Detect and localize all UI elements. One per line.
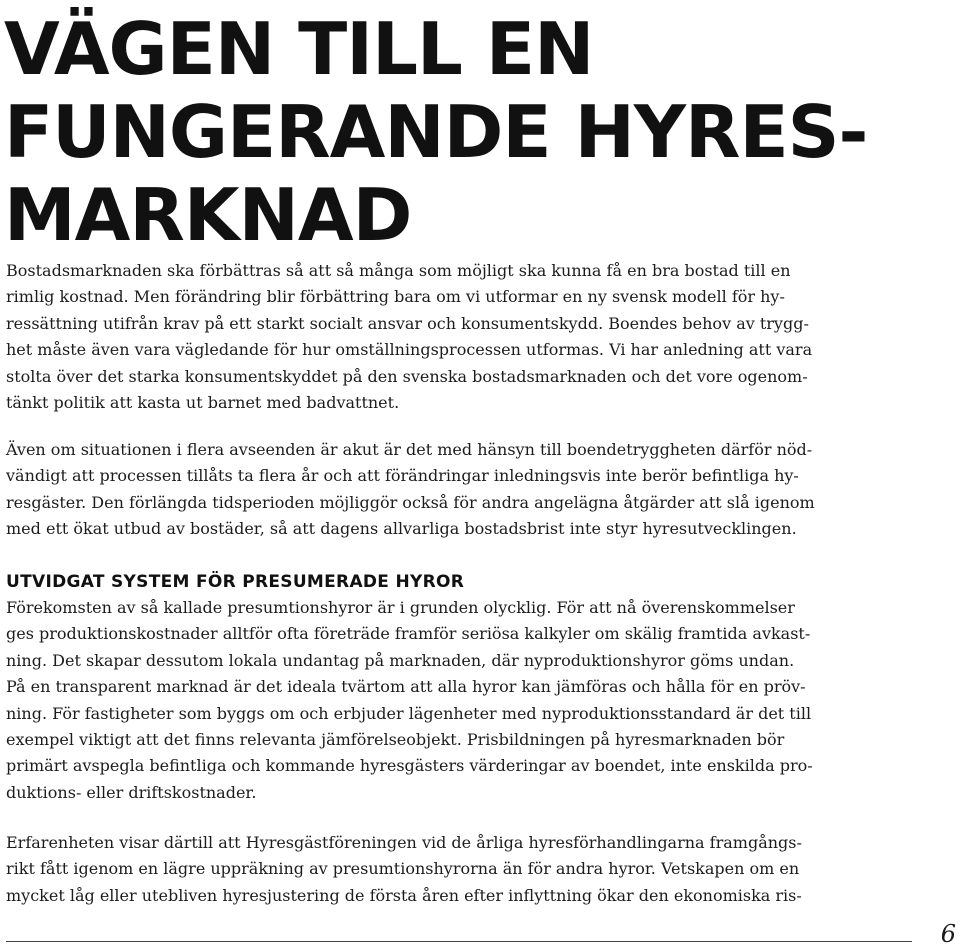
title-line: FUNGERANDE HYRES- bbox=[4, 90, 868, 174]
text-line: ressättning utifrån krav på ett starkt socialt ansvar och konsumentskydd. Boendes behov av trygg- bbox=[6, 313, 809, 333]
text-line: med ett ökat utbud av bostäder, så att dagens allvarliga bostadsbrist inte styr hyresutvecklingen. bbox=[6, 519, 797, 539]
text-line: tänkt politik att kasta ut barnet med badvattnet. bbox=[6, 393, 400, 413]
text-line: duktions- eller driftskostnader. bbox=[6, 782, 257, 802]
text-line: mycket låg eller utebliven hyresjustering de första åren efter inflyttning ökar den ekonomiska ris- bbox=[6, 885, 802, 905]
text-line: stolta över det starka konsumentskyddet på den svenska bostadsmarknaden och det vore ogenom- bbox=[6, 366, 808, 386]
text-line: ning. Det skapar dessutom lokala undantag på marknaden, där nyproduktionshyror göms undan. bbox=[6, 650, 795, 670]
footer-divider bbox=[6, 941, 912, 942]
intro-paragraph bbox=[6, 258, 956, 416]
text-line: Bostadsmarknaden ska förbättras så att så många som möjligt ska kunna få en bra bostad till en bbox=[6, 261, 791, 280]
page-title bbox=[4, 8, 867, 257]
title-line: MARKNAD bbox=[4, 173, 412, 257]
text-line: exempel viktigt att det finns relevanta jämförelseobjekt. Prisbildningen på hyresmarknaden bör bbox=[6, 730, 785, 750]
closing-paragraph bbox=[6, 830, 956, 909]
section-paragraph bbox=[6, 595, 956, 806]
text-line: ning. För fastigheter som byggs om och erbjuder lägenheter med nyproduktionsstandard är det till bbox=[6, 703, 812, 723]
text-line: Förekomsten av så kallade presumtionshyror är i grunden olycklig. För att nå överenskommelser bbox=[6, 598, 795, 617]
text-line: Även om situationen i flera avseenden är akut är det med hänsyn till boendetryggheten därför nöd- bbox=[6, 440, 813, 459]
text-line: Erfarenheten visar därtill att Hyresgästföreningen vid de årliga hyresförhandlingarna framgångs- bbox=[6, 833, 802, 852]
text-line: På en transparent marknad är det ideala tvärtom att alla hyror kan jämföras och hålla för en pröv- bbox=[6, 677, 806, 697]
text-line: resgäster. Den förlängda tidsperioden möjliggör också för andra angelägna åtgärder att slå igenom bbox=[6, 492, 815, 512]
text-line: rimlig kostnad. Men förändring blir förbättring bara om vi utformar en ny svensk modell för hy- bbox=[6, 287, 785, 307]
second-paragraph bbox=[6, 437, 956, 543]
text-line: ges produktionskostnader alltför ofta företräde framför seriösa kalkyler om skälig framtida avkast- bbox=[6, 624, 811, 644]
title-line: VÄGEN TILL EN bbox=[4, 7, 594, 91]
text-line: primärt avspegla befintliga och kommande hyresgästers värderingar av boendet, inte enskilda pro- bbox=[6, 756, 813, 776]
text-line: het måste även vara vägledande för hur omställningsprocessen utformas. Vi har anledning att vara bbox=[6, 340, 813, 360]
page-number: 6 bbox=[940, 920, 956, 948]
text-line: rikt fått igenom en lägre uppräkning av presumtionshyrorna än för andra hyror. Vetskapen om en bbox=[6, 859, 800, 879]
text-line: vändigt att processen tillåts ta flera år och att förändringar inledningsvis inte berör befintliga hy- bbox=[6, 466, 799, 486]
section-heading: UTVIDGAT SYSTEM FÖR PRESUMERADE HYROR bbox=[6, 572, 465, 592]
